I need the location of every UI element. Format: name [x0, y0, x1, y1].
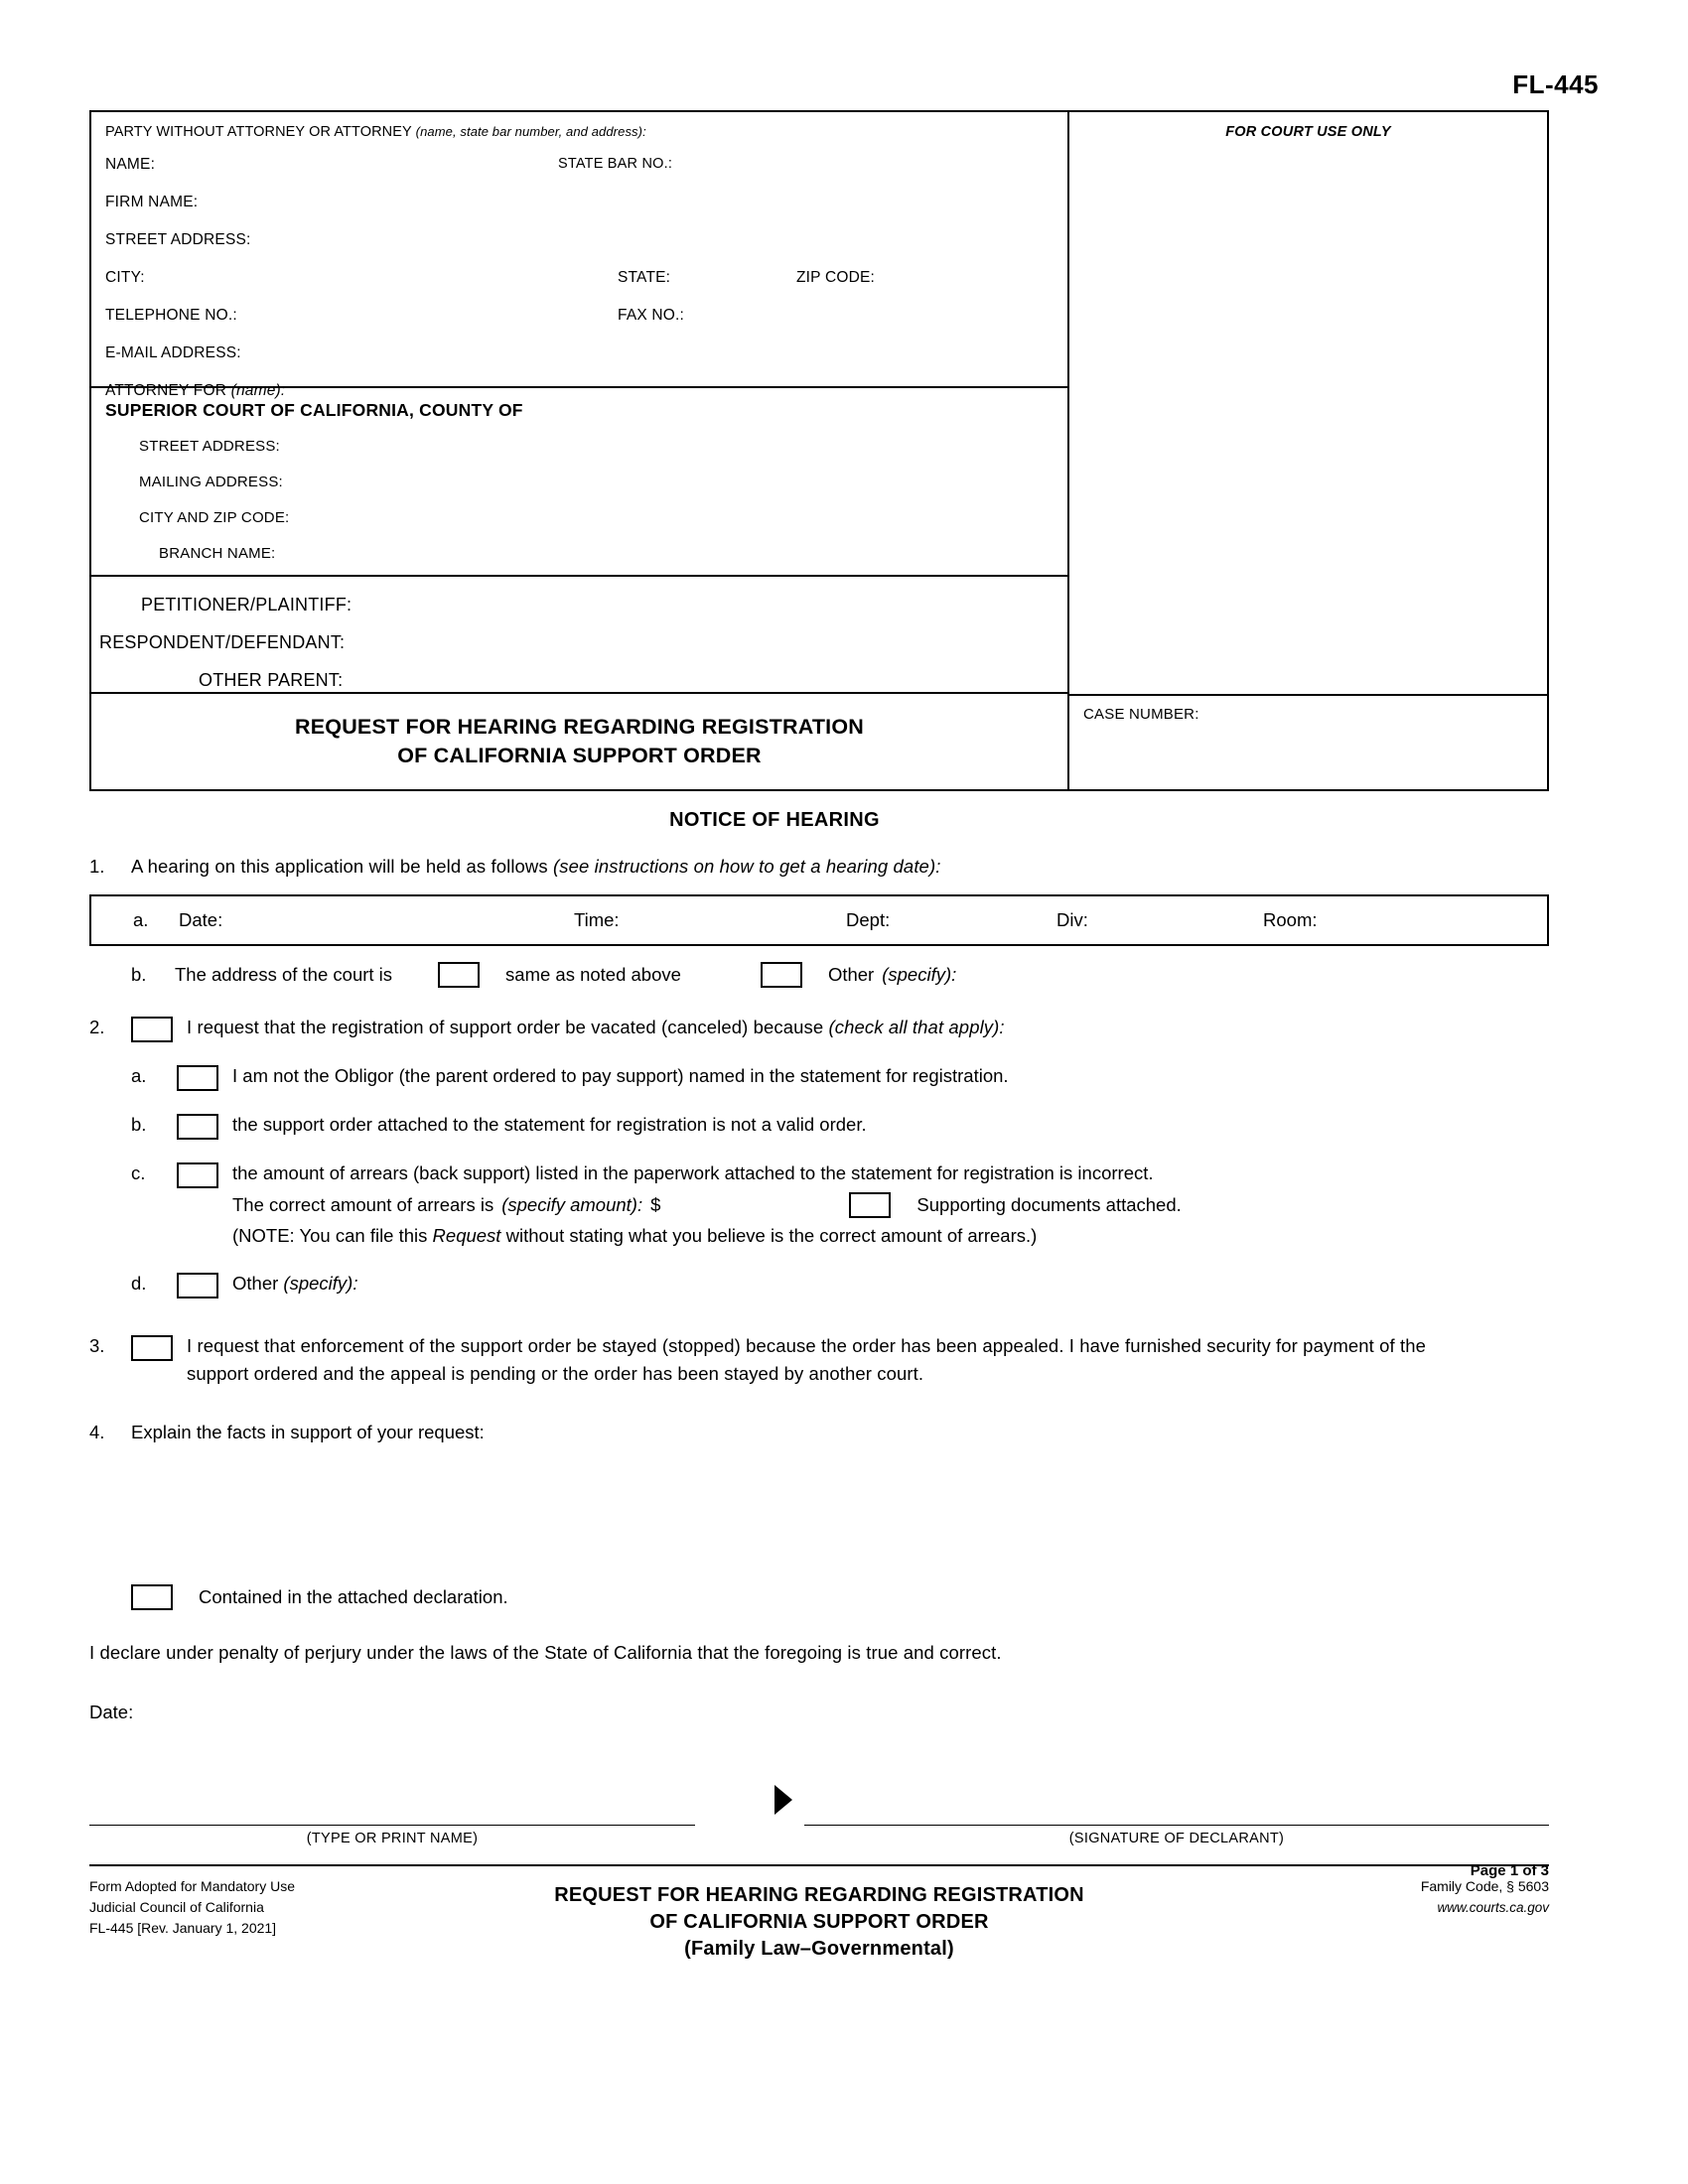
- item-2c-note-post: without stating what you believe is the correct amount of arrears.): [505, 1225, 1038, 1247]
- type-or-print-name-label: (TYPE OR PRINT NAME): [306, 1830, 479, 1846]
- item-2c-note: [89, 1222, 1609, 1250]
- item-2c-supporting-label: Supporting documents attached.: [916, 1194, 1182, 1216]
- hearing-time-label[interactable]: Time:: [574, 908, 620, 930]
- city-label: CITY:: [105, 269, 145, 286]
- for-court-use-only-label: FOR COURT USE ONLY: [1225, 124, 1391, 140]
- item-2a-letter: a.: [131, 1064, 147, 1086]
- item-3-number: 3.: [89, 1335, 105, 1357]
- caption-right-column: [1069, 112, 1547, 789]
- court-branch-label: BRANCH NAME:: [159, 545, 276, 562]
- page-number: Page 1 of 3: [1470, 1861, 1549, 1879]
- checkbox-item-2a[interactable]: [177, 1065, 218, 1091]
- footer-title-line3: (Family Law–Governmental): [684, 1937, 954, 1960]
- item-2-italic: (check all that apply):: [828, 1016, 1005, 1037]
- checkbox-contained-in-attached-declaration[interactable]: [131, 1584, 173, 1610]
- item-1b-other-italic: (specify):: [882, 963, 957, 985]
- declaration-date-field[interactable]: Date:: [89, 1701, 134, 1722]
- contained-declaration-row: [89, 1584, 1609, 1610]
- item-2d: [89, 1270, 1609, 1298]
- footer-adopted-line2: Judicial Council of California: [89, 1898, 264, 1915]
- item-2c: [89, 1160, 1609, 1188]
- footer: [89, 1861, 1549, 1993]
- hearing-div-label[interactable]: Div:: [1056, 908, 1088, 930]
- notice-of-hearing-heading: NOTICE OF HEARING: [669, 809, 880, 831]
- item-2d-letter: d.: [131, 1273, 147, 1294]
- item-1-number: 1.: [89, 856, 105, 877]
- footer-adopted-line1: Form Adopted for Mandatory Use: [89, 1877, 295, 1894]
- footer-left-block: [89, 1876, 295, 1939]
- contained-declaration-label: Contained in the attached declaration.: [199, 1585, 508, 1607]
- footer-family-code: Family Code, § 5603: [1420, 1877, 1549, 1894]
- case-number-label: CASE NUMBER:: [1083, 706, 1199, 723]
- checkbox-item-3[interactable]: [131, 1335, 173, 1361]
- item-1b-letter: b.: [131, 963, 147, 985]
- signature-rule: [804, 1825, 1549, 1826]
- item-2b-text: the support order attached to the statement for registration is not a valid order.: [232, 1114, 867, 1136]
- court-street-label: STREET ADDRESS:: [139, 438, 280, 455]
- item-1b-text: The address of the court is: [175, 963, 393, 985]
- petitioner-label: PETITIONER/PLAINTIFF:: [141, 595, 352, 614]
- item-2c-arrears-line: [89, 1192, 1609, 1218]
- state-bar-label: STATE BAR NO.:: [558, 156, 673, 172]
- footer-title-line1: REQUEST FOR HEARING REGARDING REGISTRATION: [554, 1883, 1084, 1906]
- signature-of-declarant-label: (SIGNATURE OF DECLARANT): [1068, 1830, 1285, 1846]
- checkbox-same-as-noted-above[interactable]: [438, 962, 480, 988]
- attorney-header-italic: (name, state bar number, and address):: [415, 124, 646, 139]
- court-city-zip-label: CITY AND ZIP CODE:: [139, 509, 290, 526]
- firm-name-label: FIRM NAME:: [105, 194, 199, 210]
- hearing-letter-a: a.: [133, 908, 149, 930]
- item-4-number: 4.: [89, 1421, 105, 1442]
- item-2c-text: the amount of arrears (back support) listed in the paperwork attached to the statement for registration is incorrect.: [232, 1162, 1154, 1184]
- email-label: E-MAIL ADDRESS:: [105, 344, 241, 361]
- court-mailing-label: MAILING ADDRESS:: [139, 474, 283, 490]
- hearing-date-label[interactable]: Date:: [179, 908, 223, 930]
- item-2-number: 2.: [89, 1016, 105, 1037]
- checkbox-supporting-documents[interactable]: [849, 1192, 891, 1218]
- item-1b: [89, 962, 1609, 988]
- item-1b-same-label: same as noted above: [505, 963, 681, 985]
- footer-title-block: [89, 1874, 1549, 1963]
- checkbox-item-2b[interactable]: [177, 1114, 218, 1140]
- respondent-label: RESPONDENT/DEFENDANT:: [99, 632, 346, 652]
- item-4-text: Explain the facts in support of your request:: [131, 1421, 485, 1442]
- hearing-room-label[interactable]: Room:: [1263, 908, 1318, 930]
- footer-adopted-line3: FL-445 [Rev. January 1, 2021]: [89, 1919, 277, 1936]
- item-4: [89, 1422, 1609, 1443]
- court-title: SUPERIOR COURT OF CALIFORNIA, COUNTY OF: [105, 400, 523, 420]
- other-parent-label: OTHER PARENT:: [199, 670, 344, 690]
- item-2a-text: I am not the Obligor (the parent ordered to pay support) named in the statement for registration.: [232, 1064, 1009, 1086]
- item-1-italic: (see instructions on how to get a hearing date):: [553, 856, 941, 877]
- item-1: [89, 854, 1609, 881]
- case-number-field[interactable]: [1069, 694, 1547, 789]
- item-2d-italic: (specify):: [283, 1273, 358, 1294]
- checkbox-item-2d[interactable]: [177, 1273, 218, 1298]
- item-3: [89, 1332, 1609, 1388]
- hearing-fields-box: [89, 894, 1549, 946]
- telephone-label: TELEPHONE NO.:: [105, 307, 237, 324]
- checkbox-other-address[interactable]: [761, 962, 802, 988]
- footer-right-block: [1421, 1876, 1549, 1918]
- zip-code-label: ZIP CODE:: [796, 269, 876, 286]
- item-2: [89, 1014, 1609, 1042]
- attorney-header: [105, 124, 1054, 140]
- item-2c-dollar-sign[interactable]: $: [650, 1194, 661, 1216]
- item-1b-other-label: Other: [827, 963, 875, 985]
- fax-label: FAX NO.:: [618, 307, 685, 324]
- footer-website[interactable]: www.courts.ca.gov: [1437, 1899, 1549, 1915]
- state-label: STATE:: [618, 269, 671, 286]
- perjury-statement: I declare under penalty of perjury under the laws of the State of California that the foregoing is true and correct.: [89, 1641, 1002, 1663]
- item-2c-note-pre: (NOTE: You can file this: [232, 1225, 428, 1247]
- item-1-text: A hearing on this application will be held as follows: [131, 856, 548, 877]
- checkbox-item-2c[interactable]: [177, 1162, 218, 1188]
- caption-left-column: [91, 112, 1069, 789]
- item-2-text: I request that the registration of support order be vacated (canceled) because: [187, 1016, 824, 1037]
- signature-area: [89, 1769, 1549, 1858]
- court-block: [91, 388, 1067, 577]
- signature-arrow-icon: [774, 1785, 792, 1815]
- attorney-for-italic: (name):: [230, 382, 286, 399]
- item-2d-text: Other: [232, 1273, 279, 1294]
- item-3-text: I request that enforcement of the support order be stayed (stopped) because the order has been appealed. I have furnished security for payment of the support ordered and the appeal is pending or the order has been stayed by another court.: [187, 1335, 1426, 1384]
- form-title-block: [91, 694, 1067, 789]
- form-title-line2: OF CALIFORNIA SUPPORT ORDER: [397, 744, 762, 767]
- parties-block: [91, 577, 1067, 694]
- item-2a: [89, 1062, 1609, 1091]
- street-address-label: STREET ADDRESS:: [105, 231, 251, 248]
- item-2b: [89, 1111, 1609, 1140]
- item-2c-arrears-italic: (specify amount):: [501, 1194, 643, 1216]
- form-number: FL-445: [1512, 69, 1599, 99]
- item-2c-letter: c.: [131, 1162, 146, 1184]
- item-2c-arrears-pre: The correct amount of arrears is: [232, 1194, 494, 1216]
- attorney-for-label: ATTORNEY FOR: [105, 382, 227, 399]
- caption-box: [89, 110, 1549, 791]
- name-label: NAME:: [105, 156, 156, 173]
- hearing-dept-label[interactable]: Dept:: [846, 908, 891, 930]
- item-2c-note-italic: Request: [432, 1225, 501, 1247]
- footer-title-line2: OF CALIFORNIA SUPPORT ORDER: [649, 1910, 989, 1933]
- print-name-rule: [89, 1825, 695, 1826]
- form-title-line1: REQUEST FOR HEARING REGARDING REGISTRATION: [295, 714, 864, 739]
- attorney-header-text: PARTY WITHOUT ATTORNEY OR ATTORNEY: [105, 124, 412, 140]
- attorney-block: [91, 112, 1067, 399]
- item-2b-letter: b.: [131, 1114, 147, 1136]
- checkbox-item-2[interactable]: [131, 1017, 173, 1042]
